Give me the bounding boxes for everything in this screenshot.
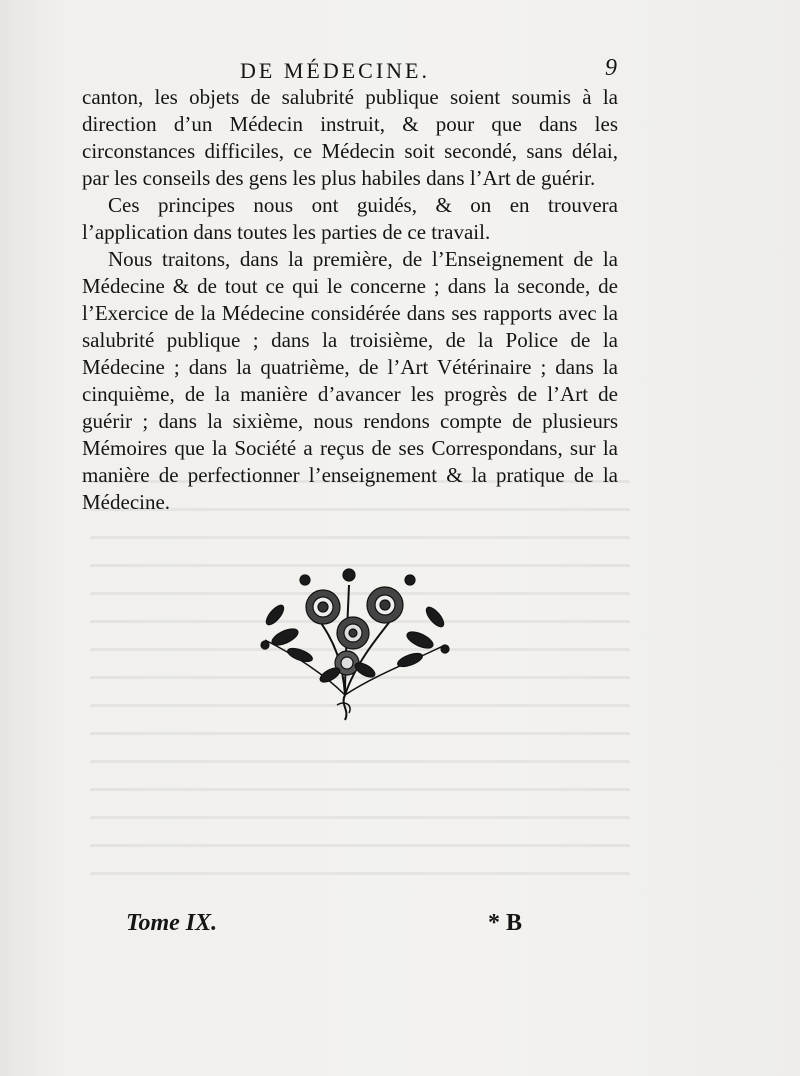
paragraph: canton, les objets de salubrité publique soient soumis à la direction d’un Médecin instruit, & pour que dans les circonstances difficiles, ce Médecin soit secondé, sans délai, par les conseils des gens les plus habiles dans l’Art de guérir. — [82, 85, 618, 190]
volume-signature: Tome IX. — [126, 910, 218, 936]
paragraph: Ces principes nous ont guidés, & on en trouvera l’application dans toutes les parties de ce travail. — [82, 193, 618, 244]
body-text — [82, 84, 618, 516]
gathering-signature: * B — [488, 910, 523, 936]
paragraph: Nous traitons, dans la première, de l’Enseignement de la Médecine & de tout ce qui le concerne ; dans la seconde, de l’Exercice de la Médecine considérée dans ses rapports avec la salubrité publique ; dans la troisième, de la Police de la Médecine ; dans la quatrième, de l’Art Vétérinaire ; dans la cinquième, de la manière d’avancer les progrès de l’Art de guérir ; dans la sixième, nous rendons compte de plusieurs Mémoires que la Société a reçus de ses Correspondans, sur la manière de perfectionner l’enseignement & la pratique de la Médecine. — [82, 247, 618, 514]
floral-ornament-icon — [245, 545, 465, 725]
page-number: 9 — [605, 55, 617, 81]
running-header: DE MÉDECINE. — [240, 58, 430, 83]
